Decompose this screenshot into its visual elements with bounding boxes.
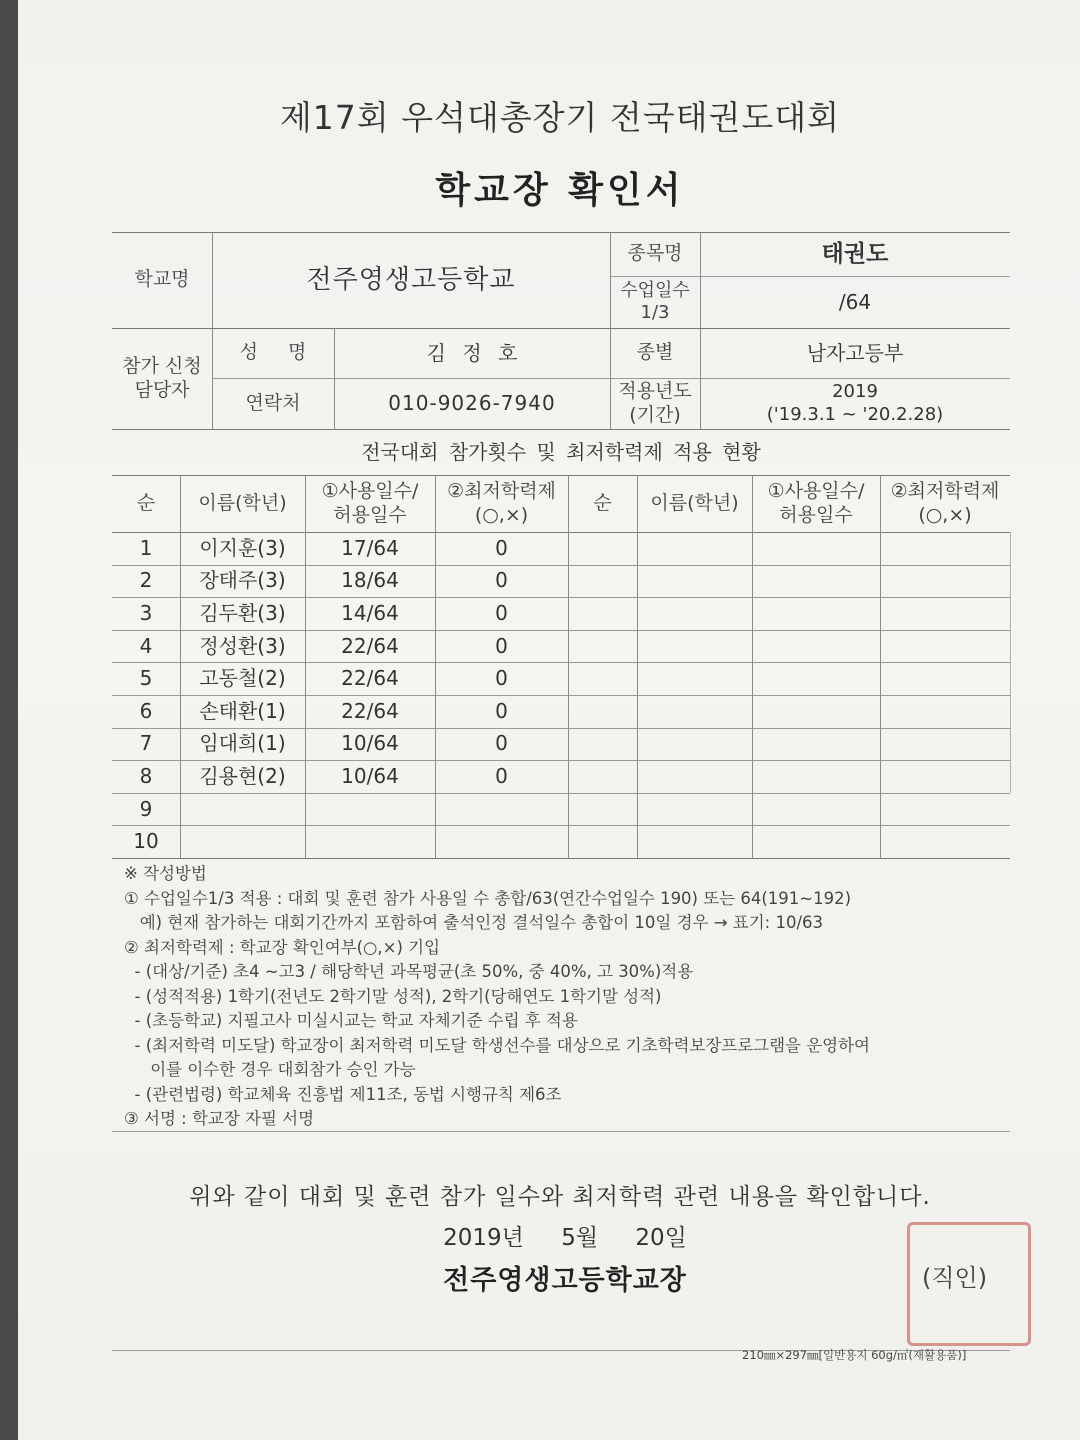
phone-label: 연락처 [245, 391, 301, 414]
days-used: 22/64 [341, 698, 399, 723]
table-header-cell: ②최저학력제 (○,×) [890, 479, 1000, 526]
note-line: ① 수업일수1/3 적용 : 대회 및 훈련 참가 사용일 수 총합/63(연간수업일수 190) 또는 64(191~192) [124, 888, 852, 908]
date-day: 20일 [635, 1225, 687, 1251]
participant-name: 김두환(3) [199, 600, 286, 625]
division-value: 남자고등부 [806, 340, 904, 365]
table-column-divider [1010, 532, 1011, 793]
row-number: 5 [139, 666, 153, 691]
name-label: 성 명 [239, 341, 307, 364]
min-academic-check: 0 [495, 698, 508, 723]
days-used: 22/64 [341, 633, 399, 658]
note-line: - (최저학력 미도달) 학교장이 최저학력 미도달 학생선수를 대상으로 기초학력보장프로그램을 운영하여 [124, 1035, 870, 1055]
participant-name [180, 825, 305, 858]
table-column-divider [752, 475, 753, 858]
date-year: 2019년 [443, 1225, 524, 1251]
days-used: 10/64 [341, 763, 399, 788]
principal-title: 전주영생고등학교장 [443, 1265, 687, 1296]
phone-value: 010-9026-7940 [388, 391, 556, 415]
days-used [305, 793, 435, 826]
row-number: 2 [139, 568, 153, 593]
participant-name: 임대희(1) [199, 731, 286, 756]
row-number: 4 [139, 633, 153, 658]
days-used [305, 825, 435, 858]
contact-name-value: 김 정 호 [426, 340, 518, 365]
division-label: 종별 [636, 341, 674, 364]
min-academic-check: 0 [495, 666, 508, 691]
contact-person-label: 참가 신청 담당자 [122, 354, 202, 401]
table-header-cell: ②최저학력제 (○,×) [447, 479, 556, 526]
participant-name: 장태주(3) [199, 568, 286, 593]
participant-name: 김용현(2) [199, 763, 286, 788]
note-line: ※ 작성방법 [124, 864, 207, 883]
confirmation-statement: 위와 같이 대회 및 훈련 참가 일수와 최저학력 관련 내용을 확인합니다. [189, 1184, 931, 1210]
class-days-label: 수업일수 1/3 [620, 279, 690, 323]
participant-name: 손태환(1) [199, 698, 286, 723]
participant-name: 이지훈(3) [199, 535, 286, 560]
document-subtitle: 학교장 확인서 [435, 170, 685, 211]
min-academic-check: 0 [495, 568, 508, 593]
days-used: 10/64 [341, 731, 399, 756]
event-label: 종목명 [627, 242, 683, 265]
note-line: 이를 이수한 경우 대회참가 승인 가능 [124, 1060, 416, 1079]
class-days-value: /64 [838, 289, 872, 314]
days-used: 17/64 [341, 535, 399, 560]
note-line: - (관련법령) 학교체육 진흥법 제11조, 동법 시행규칙 제6조 [124, 1084, 562, 1104]
participant-name: 정성환(3) [199, 633, 286, 658]
row-number: 7 [139, 731, 153, 756]
days-used: 14/64 [341, 600, 399, 625]
note-line: - (대상/기준) 초4 ~고3 / 해당학년 과목평균(초 50%, 중 40%, 고 30%)적용 [124, 962, 694, 981]
min-academic-check [435, 793, 568, 826]
table-header-cell: 이름(학년) [198, 491, 287, 514]
note-line: ② 최저학력제 : 학교장 확인여부(○,×) 기입 [124, 937, 441, 957]
table-column-divider [880, 475, 881, 858]
document-title: 제17회 우석대총장기 전국태권도대회 [279, 98, 841, 137]
note-line: - (성적적용) 1학기(전년도 2학기말 성적), 2학기(당해연도 1학기말 성적) [124, 986, 662, 1006]
year-label: 적용년도 (기간) [618, 379, 692, 426]
table-column-divider [568, 475, 569, 858]
participant-name [180, 793, 305, 826]
row-number: 9 [139, 796, 153, 821]
year-value: 2019 ('19.3.1 ~ '20.2.28) [766, 381, 944, 425]
table-header-cell: ①사용일수/ 허용일수 [321, 479, 419, 526]
row-number: 10 [133, 829, 159, 854]
table-header-cell: ①사용일수/ 허용일수 [767, 479, 865, 526]
table-header-cell: 순 [136, 491, 156, 514]
seal-label: (직인) [922, 1264, 988, 1292]
note-line: - (초등학교) 지필고사 미실시교는 학교 자체기준 수립 후 적용 [124, 1011, 578, 1030]
school-name-label: 학교명 [134, 268, 190, 291]
table-header-cell: 이름(학년) [650, 491, 739, 514]
min-academic-check: 0 [495, 633, 508, 658]
min-academic-check: 0 [495, 600, 508, 625]
section-title: 전국대회 참가횟수 및 최저학력제 적용 현황 [361, 439, 761, 464]
row-number: 8 [139, 763, 153, 788]
table-rule [112, 858, 1010, 859]
days-used: 18/64 [341, 568, 399, 593]
days-used: 22/64 [341, 666, 399, 691]
date-month: 5월 [561, 1225, 599, 1251]
min-academic-check: 0 [495, 535, 508, 560]
min-academic-check: 0 [495, 731, 508, 756]
table-column-divider [637, 475, 638, 858]
school-name-value: 전주영생고등학교 [306, 264, 516, 295]
writing-instructions [124, 862, 1024, 1132]
note-line: ③ 서명 : 학교장 자필 서명 [124, 1109, 315, 1128]
participant-name: 고동철(2) [199, 666, 286, 691]
min-academic-check [435, 825, 568, 858]
row-number: 3 [139, 600, 153, 625]
note-line: 예) 현재 참가하는 대회기간까지 포함하여 출석인정 결석일수 총합이 10일 경우 → 표기: 10/63 [124, 913, 824, 932]
event-value: 태권도 [821, 240, 889, 267]
paper-spec-footer: 210㎜×297㎜[일반용지 60g/㎡(재활용품)] [742, 1348, 967, 1362]
min-academic-check: 0 [495, 763, 508, 788]
row-number: 1 [139, 535, 153, 560]
row-number: 6 [139, 698, 153, 723]
table-header-cell: 순 [593, 491, 612, 514]
